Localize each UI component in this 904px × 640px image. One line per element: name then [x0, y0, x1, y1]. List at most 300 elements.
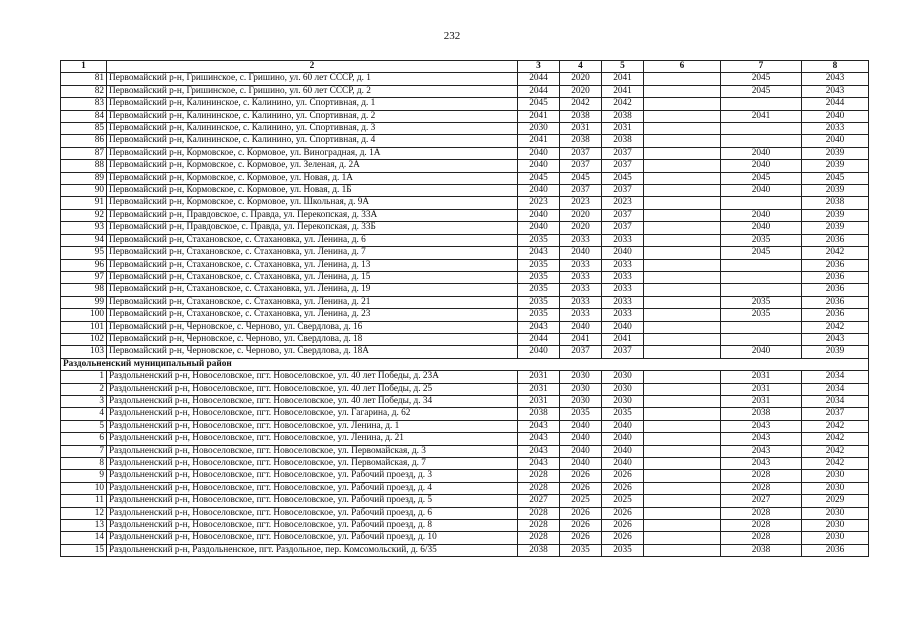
year-cell-5: 2038: [602, 110, 644, 122]
year-cell-5: 2037: [602, 160, 644, 172]
page-number: 232: [443, 30, 461, 42]
year-cell-6: [644, 110, 721, 122]
year-cell-8: 2036: [802, 296, 869, 308]
year-cell-6: [644, 259, 721, 271]
year-cell-7: 2027: [721, 495, 802, 507]
year-cell-6: [644, 222, 721, 234]
column-header: 2: [107, 61, 518, 73]
address-cell: Первомайский р-н, Гришинское, с. Гришино, ул. 60 лет СССР, д. 2: [107, 85, 518, 97]
year-cell-4: 2040: [560, 420, 602, 432]
year-cell-5: 2033: [602, 271, 644, 283]
row-number: 90: [61, 185, 107, 197]
year-cell-3: 2035: [518, 309, 560, 321]
table-row: [61, 284, 869, 296]
year-cell-7: 2038: [721, 408, 802, 420]
year-cell-7: 2031: [721, 395, 802, 407]
table-row: [61, 420, 869, 432]
year-cell-8: 2042: [802, 321, 869, 333]
address-cell: Первомайский р-н, Правдовское, с. Правда, ул. Перекопская, д. 33А: [107, 209, 518, 221]
row-number: 84: [61, 110, 107, 122]
table-row: [61, 532, 869, 544]
table-row: [61, 309, 869, 321]
row-number: 87: [61, 147, 107, 159]
year-cell-4: 2040: [560, 433, 602, 445]
row-number: 11: [61, 495, 107, 507]
year-cell-6: [644, 371, 721, 383]
year-cell-5: 2037: [602, 346, 644, 358]
year-cell-8: 2040: [802, 135, 869, 147]
table-row: [61, 445, 869, 457]
year-cell-4: 2025: [560, 495, 602, 507]
year-cell-8: 2036: [802, 309, 869, 321]
year-cell-4: 2020: [560, 209, 602, 221]
year-cell-5: 2041: [602, 333, 644, 345]
year-cell-4: 2038: [560, 110, 602, 122]
table-row: [61, 147, 869, 159]
table-row: [61, 333, 869, 345]
year-cell-5: 2038: [602, 135, 644, 147]
year-cell-7: 2028: [721, 482, 802, 494]
column-header: 8: [802, 61, 869, 73]
year-cell-3: 2040: [518, 160, 560, 172]
year-cell-6: [644, 482, 721, 494]
year-cell-7: [721, 333, 802, 345]
year-cell-8: 2037: [802, 408, 869, 420]
year-cell-4: 2026: [560, 507, 602, 519]
year-cell-4: 2037: [560, 346, 602, 358]
table-body: [61, 73, 869, 557]
year-cell-6: [644, 383, 721, 395]
year-cell-7: [721, 197, 802, 209]
table-row: [61, 110, 869, 122]
year-cell-4: 2040: [560, 458, 602, 470]
year-cell-8: 2029: [802, 495, 869, 507]
year-cell-3: 2044: [518, 333, 560, 345]
year-cell-8: 2039: [802, 209, 869, 221]
year-cell-6: [644, 458, 721, 470]
year-cell-5: 2031: [602, 123, 644, 135]
year-cell-5: 2030: [602, 383, 644, 395]
table-row: [61, 85, 869, 97]
year-cell-4: 2040: [560, 321, 602, 333]
table-row: [61, 544, 869, 556]
address-cell: Первомайский р-н, Калининское, с. Калинино, ул. Спортивная, д. 1: [107, 98, 518, 110]
year-cell-6: [644, 123, 721, 135]
year-cell-4: 2037: [560, 147, 602, 159]
year-cell-8: 2040: [802, 110, 869, 122]
year-cell-6: [644, 395, 721, 407]
year-cell-8: 2034: [802, 383, 869, 395]
year-cell-8: 2042: [802, 445, 869, 457]
year-cell-7: 2040: [721, 160, 802, 172]
table-row: [61, 73, 869, 85]
year-cell-6: [644, 433, 721, 445]
year-cell-5: 2037: [602, 147, 644, 159]
year-cell-7: 2031: [721, 383, 802, 395]
year-cell-8: 2030: [802, 482, 869, 494]
year-cell-4: 2030: [560, 371, 602, 383]
year-cell-3: 2031: [518, 395, 560, 407]
year-cell-7: 2043: [721, 420, 802, 432]
year-cell-8: 2036: [802, 259, 869, 271]
year-cell-7: 2045: [721, 73, 802, 85]
year-cell-7: [721, 271, 802, 283]
row-number: 9: [61, 470, 107, 482]
year-cell-7: 2041: [721, 110, 802, 122]
table-row: [61, 520, 869, 532]
year-cell-6: [644, 147, 721, 159]
year-cell-6: [644, 333, 721, 345]
table-row: [61, 321, 869, 333]
year-cell-8: 2034: [802, 371, 869, 383]
year-cell-8: 2044: [802, 98, 869, 110]
year-cell-7: 2028: [721, 470, 802, 482]
row-number: 3: [61, 395, 107, 407]
table-row: [61, 433, 869, 445]
year-cell-7: 2040: [721, 222, 802, 234]
year-cell-3: 2027: [518, 495, 560, 507]
year-cell-8: 2045: [802, 172, 869, 184]
year-cell-7: 2031: [721, 371, 802, 383]
year-cell-5: 2026: [602, 532, 644, 544]
year-cell-3: 2044: [518, 85, 560, 97]
year-cell-6: [644, 532, 721, 544]
year-cell-7: [721, 135, 802, 147]
year-cell-4: 2020: [560, 85, 602, 97]
year-cell-6: [644, 160, 721, 172]
address-cell: Первомайский р-н, Калининское, с. Калинино, ул. Спортивная, д. 3: [107, 123, 518, 135]
row-number: 94: [61, 234, 107, 246]
address-cell: Первомайский р-н, Кормовское, с. Кормовое, ул. Новая, д. 1Б: [107, 185, 518, 197]
year-cell-3: 2045: [518, 172, 560, 184]
address-cell: Раздольненский р-н, Новоселовское, пгт. Новоселовское, ул. Первомайская, д. 7: [107, 458, 518, 470]
year-cell-5: 2040: [602, 445, 644, 457]
year-cell-4: 2023: [560, 197, 602, 209]
year-cell-3: 2035: [518, 296, 560, 308]
year-cell-7: 2028: [721, 532, 802, 544]
year-cell-8: 2039: [802, 160, 869, 172]
year-cell-8: 2042: [802, 420, 869, 432]
address-cell: Первомайский р-н, Кормовское, с. Кормовое, ул. Новая, д. 1А: [107, 172, 518, 184]
year-cell-7: [721, 284, 802, 296]
table-row: [61, 408, 869, 420]
table-row: [61, 247, 869, 259]
year-cell-5: 2030: [602, 395, 644, 407]
row-number: 98: [61, 284, 107, 296]
column-header: 6: [644, 61, 721, 73]
year-cell-6: [644, 346, 721, 358]
year-cell-3: 2043: [518, 433, 560, 445]
row-number: 86: [61, 135, 107, 147]
year-cell-3: 2043: [518, 321, 560, 333]
year-cell-5: 2026: [602, 470, 644, 482]
year-cell-4: 2031: [560, 123, 602, 135]
address-cell: Первомайский р-н, Черновское, с. Черново, ул. Свердлова, д. 16: [107, 321, 518, 333]
row-number: 12: [61, 507, 107, 519]
year-cell-6: [644, 470, 721, 482]
year-cell-7: 2043: [721, 433, 802, 445]
year-cell-7: 2035: [721, 309, 802, 321]
row-number: 13: [61, 520, 107, 532]
year-cell-7: 2038: [721, 544, 802, 556]
year-cell-4: 2020: [560, 222, 602, 234]
row-number: 89: [61, 172, 107, 184]
year-cell-8: 2030: [802, 470, 869, 482]
row-number: 7: [61, 445, 107, 457]
year-cell-3: 2035: [518, 259, 560, 271]
address-cell: Раздольненский р-н, Новоселовское, пгт. Новоселовское, ул. Первомайская, д. 3: [107, 445, 518, 457]
address-cell: Раздольненский р-н, Новоселовское, пгт. Новоселовское, ул. Ленина, д. 21: [107, 433, 518, 445]
year-cell-5: 2040: [602, 321, 644, 333]
year-cell-8: 2036: [802, 271, 869, 283]
row-number: 100: [61, 309, 107, 321]
year-cell-3: 2040: [518, 209, 560, 221]
row-number: 10: [61, 482, 107, 494]
year-cell-3: 2031: [518, 383, 560, 395]
year-cell-4: 2035: [560, 408, 602, 420]
row-number: 81: [61, 73, 107, 85]
table-row: [61, 172, 869, 184]
year-cell-3: 2028: [518, 507, 560, 519]
table-row: [61, 371, 869, 383]
row-number: 102: [61, 333, 107, 345]
row-number: 5: [61, 420, 107, 432]
year-cell-8: 2042: [802, 247, 869, 259]
year-cell-6: [644, 85, 721, 97]
year-cell-3: 2031: [518, 371, 560, 383]
address-cell: Первомайский р-н, Кормовское, с. Кормовое, ул. Зеленая, д. 2А: [107, 160, 518, 172]
year-cell-6: [644, 135, 721, 147]
year-cell-4: 2040: [560, 247, 602, 259]
year-cell-3: 2028: [518, 470, 560, 482]
year-cell-5: 2040: [602, 458, 644, 470]
year-cell-6: [644, 197, 721, 209]
year-cell-4: 2041: [560, 333, 602, 345]
address-cell: Первомайский р-н, Калининское, с. Калинино, ул. Спортивная, д. 2: [107, 110, 518, 122]
year-cell-7: 2043: [721, 458, 802, 470]
row-number: 97: [61, 271, 107, 283]
year-cell-4: 2026: [560, 532, 602, 544]
year-cell-8: 2039: [802, 346, 869, 358]
year-cell-7: 2045: [721, 172, 802, 184]
address-cell: Раздольненский р-н, Новоселовское, пгт. Новоселовское, ул. Ленина, д. 1: [107, 420, 518, 432]
year-cell-4: 2026: [560, 482, 602, 494]
row-number: 96: [61, 259, 107, 271]
year-cell-3: 2038: [518, 544, 560, 556]
year-cell-8: 2039: [802, 222, 869, 234]
year-cell-6: [644, 309, 721, 321]
year-cell-5: 2035: [602, 408, 644, 420]
year-cell-3: 2040: [518, 147, 560, 159]
row-number: 95: [61, 247, 107, 259]
address-cell: Первомайский р-н, Черновское, с. Черново, ул. Свердлова, д. 18А: [107, 346, 518, 358]
address-cell: Раздольненский р-н, Новоселовское, пгт. Новоселовское, ул. Рабочий проезд, д. 5: [107, 495, 518, 507]
year-cell-6: [644, 172, 721, 184]
table-row: [61, 458, 869, 470]
year-cell-7: 2028: [721, 507, 802, 519]
year-cell-7: [721, 259, 802, 271]
row-number: 85: [61, 123, 107, 135]
year-cell-3: 2041: [518, 135, 560, 147]
row-number: 88: [61, 160, 107, 172]
year-cell-7: [721, 123, 802, 135]
address-cell: Первомайский р-н, Стахановское, с. Стахановка, ул. Ленина, д. 6: [107, 234, 518, 246]
year-cell-8: 2036: [802, 284, 869, 296]
year-cell-4: 2038: [560, 135, 602, 147]
year-cell-7: 2040: [721, 346, 802, 358]
year-cell-6: [644, 420, 721, 432]
year-cell-5: 2033: [602, 234, 644, 246]
address-cell: Раздольненский р-н, Новоселовское, пгт. Новоселовское, ул. 40 лет Победы, д. 25: [107, 383, 518, 395]
year-cell-8: 2039: [802, 185, 869, 197]
year-cell-7: [721, 321, 802, 333]
address-cell: Первомайский р-н, Стахановское, с. Стахановка, ул. Ленина, д. 23: [107, 309, 518, 321]
address-cell: Раздольненский р-н, Новоселовское, пгт. Новоселовское, ул. Рабочий проезд, д. 6: [107, 507, 518, 519]
year-cell-4: 2033: [560, 296, 602, 308]
year-cell-6: [644, 73, 721, 85]
table-row: [61, 197, 869, 209]
year-cell-3: 2041: [518, 110, 560, 122]
year-cell-5: 2033: [602, 309, 644, 321]
year-cell-8: 2036: [802, 544, 869, 556]
address-cell: Раздольненский р-н, Раздольненское, пгт. Раздольное, пер. Комсомольский, д. 6/35: [107, 544, 518, 556]
year-cell-8: 2038: [802, 197, 869, 209]
table-row: [61, 296, 869, 308]
year-cell-3: 2040: [518, 346, 560, 358]
row-number: 83: [61, 98, 107, 110]
table-row: [61, 123, 869, 135]
year-cell-8: 2036: [802, 234, 869, 246]
address-cell: Первомайский р-н, Гришинское, с. Гришино, ул. 60 лет СССР, д. 1: [107, 73, 518, 85]
year-cell-3: 2035: [518, 234, 560, 246]
year-cell-8: 2042: [802, 433, 869, 445]
row-number: 93: [61, 222, 107, 234]
year-cell-7: 2028: [721, 520, 802, 532]
year-cell-4: 2033: [560, 259, 602, 271]
year-cell-4: 2035: [560, 544, 602, 556]
table-row: [61, 209, 869, 221]
row-number: 4: [61, 408, 107, 420]
year-cell-3: 2035: [518, 284, 560, 296]
table-row: [61, 160, 869, 172]
table-row: [61, 271, 869, 283]
year-cell-7: 2035: [721, 296, 802, 308]
year-cell-6: [644, 284, 721, 296]
row-number: 92: [61, 209, 107, 221]
year-cell-3: 2043: [518, 247, 560, 259]
year-cell-4: 2020: [560, 73, 602, 85]
year-cell-5: 2033: [602, 284, 644, 296]
year-cell-5: 2040: [602, 420, 644, 432]
year-cell-7: 2040: [721, 209, 802, 221]
address-cell: Раздольненский р-н, Новоселовское, пгт. Новоселовское, ул. 40 лет Победы, д. 34: [107, 395, 518, 407]
year-cell-8: 2030: [802, 532, 869, 544]
year-cell-6: [644, 98, 721, 110]
year-cell-6: [644, 247, 721, 259]
year-cell-6: [644, 495, 721, 507]
column-header: 1: [61, 61, 107, 73]
year-cell-5: 2026: [602, 520, 644, 532]
address-cell: Первомайский р-н, Правдовское, с. Правда, ул. Перекопская, д. 33Б: [107, 222, 518, 234]
year-cell-5: 2042: [602, 98, 644, 110]
year-cell-6: [644, 296, 721, 308]
year-cell-4: 2033: [560, 234, 602, 246]
year-cell-3: 2043: [518, 420, 560, 432]
year-cell-5: 2041: [602, 85, 644, 97]
housing-register-table: [60, 60, 869, 557]
address-cell: Первомайский р-н, Стахановское, с. Стахановка, ул. Ленина, д. 21: [107, 296, 518, 308]
address-cell: Раздольненский р-н, Новоселовское, пгт. Новоселовское, ул. Рабочий проезд, д. 4: [107, 482, 518, 494]
table-row: [61, 185, 869, 197]
year-cell-5: 2035: [602, 544, 644, 556]
year-cell-3: 2040: [518, 185, 560, 197]
year-cell-4: 2045: [560, 172, 602, 184]
year-cell-7: 2043: [721, 445, 802, 457]
address-cell: Первомайский р-н, Кормовское, с. Кормовое, ул. Виноградная, д. 1А: [107, 147, 518, 159]
year-cell-3: 2043: [518, 458, 560, 470]
address-cell: Раздольненский р-н, Новоселовское, пгт. Новоселовское, ул. Рабочий проезд, д. 3: [107, 470, 518, 482]
year-cell-4: 2033: [560, 271, 602, 283]
year-cell-3: 2030: [518, 123, 560, 135]
year-cell-5: 2026: [602, 482, 644, 494]
year-cell-5: 2045: [602, 172, 644, 184]
column-header: 5: [602, 61, 644, 73]
section-title: Раздольненский муниципальный район: [61, 358, 869, 370]
table-row: [61, 98, 869, 110]
year-cell-8: 2043: [802, 73, 869, 85]
address-cell: Первомайский р-н, Калининское, с. Калинино, ул. Спортивная, д. 4: [107, 135, 518, 147]
address-cell: Раздольненский р-н, Новоселовское, пгт. Новоселовское, ул. 40 лет Победы, д. 23А: [107, 371, 518, 383]
year-cell-5: 2040: [602, 247, 644, 259]
year-cell-5: 2030: [602, 371, 644, 383]
year-cell-4: 2026: [560, 470, 602, 482]
year-cell-5: 2037: [602, 209, 644, 221]
row-number: 6: [61, 433, 107, 445]
table-row: [61, 470, 869, 482]
year-cell-3: 2028: [518, 482, 560, 494]
table-row: [61, 346, 869, 358]
address-cell: Раздольненский р-н, Новоселовское, пгт. Новоселовское, ул. Гагарина, д. 62: [107, 408, 518, 420]
address-cell: Первомайский р-н, Кормовское, с. Кормовое, ул. Школьная, д. 9А: [107, 197, 518, 209]
year-cell-6: [644, 445, 721, 457]
year-cell-8: 2030: [802, 520, 869, 532]
column-header: 4: [560, 61, 602, 73]
year-cell-4: 2033: [560, 284, 602, 296]
table-row: [61, 482, 869, 494]
year-cell-8: 2034: [802, 395, 869, 407]
year-cell-5: 2033: [602, 296, 644, 308]
year-cell-8: 2043: [802, 333, 869, 345]
year-cell-8: 2039: [802, 147, 869, 159]
row-number: 91: [61, 197, 107, 209]
year-cell-4: 2033: [560, 309, 602, 321]
row-number: 14: [61, 532, 107, 544]
table-row: [61, 222, 869, 234]
column-header: 3: [518, 61, 560, 73]
year-cell-4: 2026: [560, 520, 602, 532]
year-cell-3: 2035: [518, 271, 560, 283]
year-cell-3: 2043: [518, 445, 560, 457]
column-number-row: [61, 61, 869, 73]
year-cell-6: [644, 520, 721, 532]
year-cell-6: [644, 544, 721, 556]
year-cell-5: 2037: [602, 222, 644, 234]
address-cell: Первомайский р-н, Черновское, с. Черново, ул. Свердлова, д. 18: [107, 333, 518, 345]
year-cell-6: [644, 234, 721, 246]
year-cell-5: 2023: [602, 197, 644, 209]
year-cell-8: 2033: [802, 123, 869, 135]
year-cell-3: 2040: [518, 222, 560, 234]
